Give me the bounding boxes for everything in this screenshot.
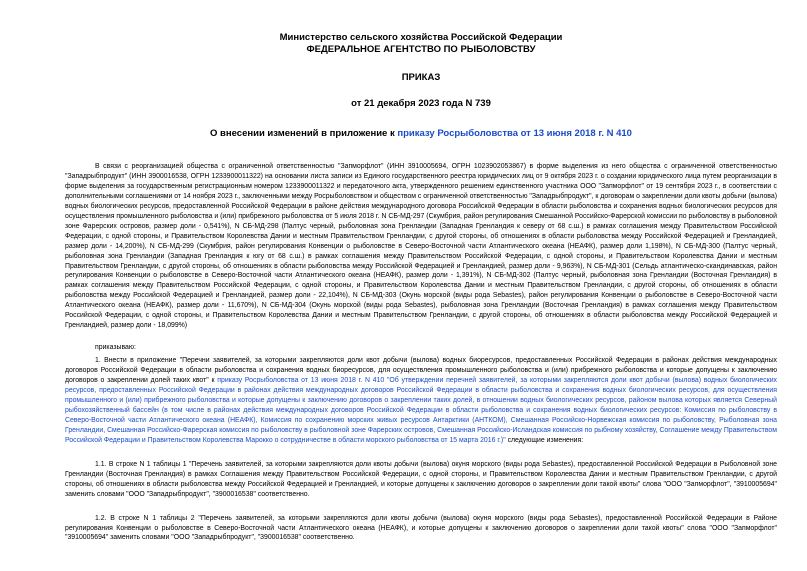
- subject-link[interactable]: приказу Росрыболовства от 13 июня 2018 г. N 410: [397, 128, 632, 139]
- subject-prefix: О внесении изменений в приложение к: [210, 128, 398, 139]
- order-word: приказываю:: [95, 344, 136, 352]
- item-1-2-paragraph: 1.2. В строке N 1 таблицы 2 "Перечень заявителей, за которыми закрепляются доли квоты добычи (вылова) окуня морского (виды рода Sebastes), предоставленной Российской Федерации в Районе регулирования Конвенции о рыболовстве в Северо-Восточной части Атлантического океана (НЕАФК), и которые допущены к заключению договоров о закреплении доли такой квоты" слова "ООО "Запморфлот" "3910005694" заменить словами "ООО "Западрыбпродукт", "3900016538" соответственно.: [65, 514, 777, 542]
- agency-title: ФЕДЕРАЛЬНОЕ АГЕНТСТВО ПО РЫБОЛОВСТВУ: [306, 44, 536, 55]
- item-1-paragraph: [65, 356, 777, 446]
- document-type: ПРИКАЗ: [401, 72, 441, 83]
- ministry-title: Министерство сельского хозяйства Российской Федерации: [279, 32, 563, 43]
- item-1-text-before: 1. Внести в приложение "Перечни заявителей, за которыми закрепляются доли квот добычи (вылова) водных биоресурсов, предоставленных Российской Федерации в районах действия международных договоров Российской Федерации в области рыболовства и сохранения водных биоресурсов, для осуществления промышленного рыболовства и (или) прибрежного рыболовства и которые допущены к заключению договоров о закреплении долей таких квот" к: [65, 357, 777, 385]
- item-1-order-link[interactable]: приказу Росрыболовства от 13 июня 2018 г. N 410 "Об утверждении перечней заявителей, за которыми закрепляются доли квот добычи (вылова) водных биологических ресурсов, предоставленных Российской Федерации в районах действия международных договоров Российской Федерации в области рыболовства и сохранения водных биологических ресурсов, для осуществления промышленного и (или) прибрежного рыболовства и которые допущены к заключению договоров о закреплении таких долей, в отношении водных биологических ресурсов, районом вылова которых является Северный рыбохозяйственный бассейн (в том числе в районах действия международных договоров Российской Федерации в области рыболовства и сохранения водных биологических ресурсов: Комиссия по рыболовству в Северо-Восточной части Атлантического океана (НЕАФК), Комиссия по сохранению морских живых ресурсов Антарктики (АНТКОМ), Смешанная Российско-Норвежская комиссия по рыболовству, Рыболовная зона Гренландии, Смешанная Российско-Фарерская комиссия по рыболовству в рыболовной зоне Фарерских островов, Смешанная Российско-Исландская комиссия по рыбному хозяйству, Соглашение между Правительством Российской Федерации и Правительством Королевства Марокко о сотрудничестве в области морского рыболовства от 15 марта 2016 г.)": [65, 377, 777, 444]
- intro-paragraph: В связи с реорганизацией общества с ограниченной ответственностью "Запморфлот" (ИНН 3910005694, ОГРН 1023902053867) в форме выделения из него общества с ограниченной ответственностью "Западрыбпродукт" (ИНН 3900016538, ОГРН 1233900011322) на основании листа записи из Единого государственного реестра юридических лиц от 9 октября 2023 г. о создании юридического лица путем реорганизации в форме выделения за государственным регистрационным номером 1233900011322 и передаточного акта, утвержденного решением единственного участника ООО "Запморфлот" от 19 сентября 2023 г., в соответствии с дополнительными соглашениями от 14 ноября 2023 г., заключенными между Росрыболовством и обществом с ограниченной ответственностью "Западрыбпродукт", к договорам о закреплении доли квоты добычи (вылова) водных биологических ресурсов, предоставленной Российской Федерации в районе действия международного договора Российской Федерации в области рыболовства и сохранения водных биологических ресурсов для осуществления промышленного рыболовства и (или) прибрежного рыболовства от 5 июля 2018 г. N СБ-МД-297 (Скумбрия, район регулирования Смешанной Российско-Фарерской комиссии по рыболовству в рыболовной зоне Фарерских островов, размер доли - 0,541%), N СБ-МД-298 (Палтус черный, рыболовная зона Гренландии (Западная Гренландия к северу от 68 с.ш.) в рамках соглашения между Правительством Российской Федерации, с одной стороны, и Правительством Королевства Дании и местным Правительством Гренландии, с другой стороны, об отношениях в области рыболовства между Российской Федерацией и Гренландией, размер доли - 14,200%), N СБ-МД-299 (Скумбрия, район регулирования Конвенции о рыболовстве в Северо-Восточной части Атлантического океана (НЕАФК), размер доли 1,198%), N СБ-МД-300 (Палтус черный, рыболовная зона Гренландии (Западная Гренландия к югу от 68 с.ш.) в рамках соглашения между Правительством Российской Федерации, с одной стороны, и Правительством Королевства Дании и местным Правительством Гренландии, с другой стороны, об отношениях в области рыболовства между Российской Федерацией и Гренландией, размер доли - 9,963%), N СБ-МД-301 (Сельдь атлантическо-скандинавская, район регулирования Конвенции о рыболовстве в Северо-Восточной части Атлантического океана (НЕАФК), размер доли - 1,391%), N СБ-МД-302 (Палтус черный, рыболовная зона Гренландии (Восточная Гренландия) в рамках соглашения между Правительством Российской Федерации, с одной стороны, и Правительством Королевства Дании и местным Правительством Гренландии, с другой стороны, об отношениях в области рыболовства между Российской Федерацией и Гренландией, размер доли - 22,104%), N СБ-МД-303 (Окунь морской (виды рода Sebastes), район регулирования Конвенции о рыболовстве в Северо-Восточной части Атлантического океана (НЕАФК), размер доли - 11,670%), N СБ-МД-304 (Окунь морской (виды рода Sebastes), рыболовная зона Гренландии (Восточная Гренландия) в рамках соглашения между Правительством Российской Федерации, с одной стороны, и Правительством Королевства Дании и местным Правительством Гренландии, с другой стороны, об отношениях в области рыболовства между Российской Федерацией и Гренландией, размер доли - 18,099%): [65, 163, 777, 330]
- item-1-1-paragraph: 1.1. В строке N 1 таблицы 1 "Перечень заявителей, за которыми закрепляются доли квоты добычи (вылова) окуня морского (виды рода Sebastes), предоставленной Российской Федерации в Рыболовной зоне Гренландии (Восточная Гренландия) в рамках Соглашения между Правительством Российской Федерации, с одной стороны, и Правительством Королевства Дании и местным Правительством Гренландии, с другой стороны, об отношениях в области рыболовства между Российской Федерацией и Гренландией, и которые допущены к заключению договоров о закреплении доли такой квоты" слова "ООО "Запморфлот", "3910005694" заменить словами "ООО "Западрыбпродукт", "3900016538" соответственно.: [65, 460, 777, 498]
- document-date-number: от 21 декабря 2023 года N 739: [351, 98, 491, 109]
- document-subject: [65, 128, 777, 140]
- item-1-text-after: следующие изменения:: [505, 436, 584, 444]
